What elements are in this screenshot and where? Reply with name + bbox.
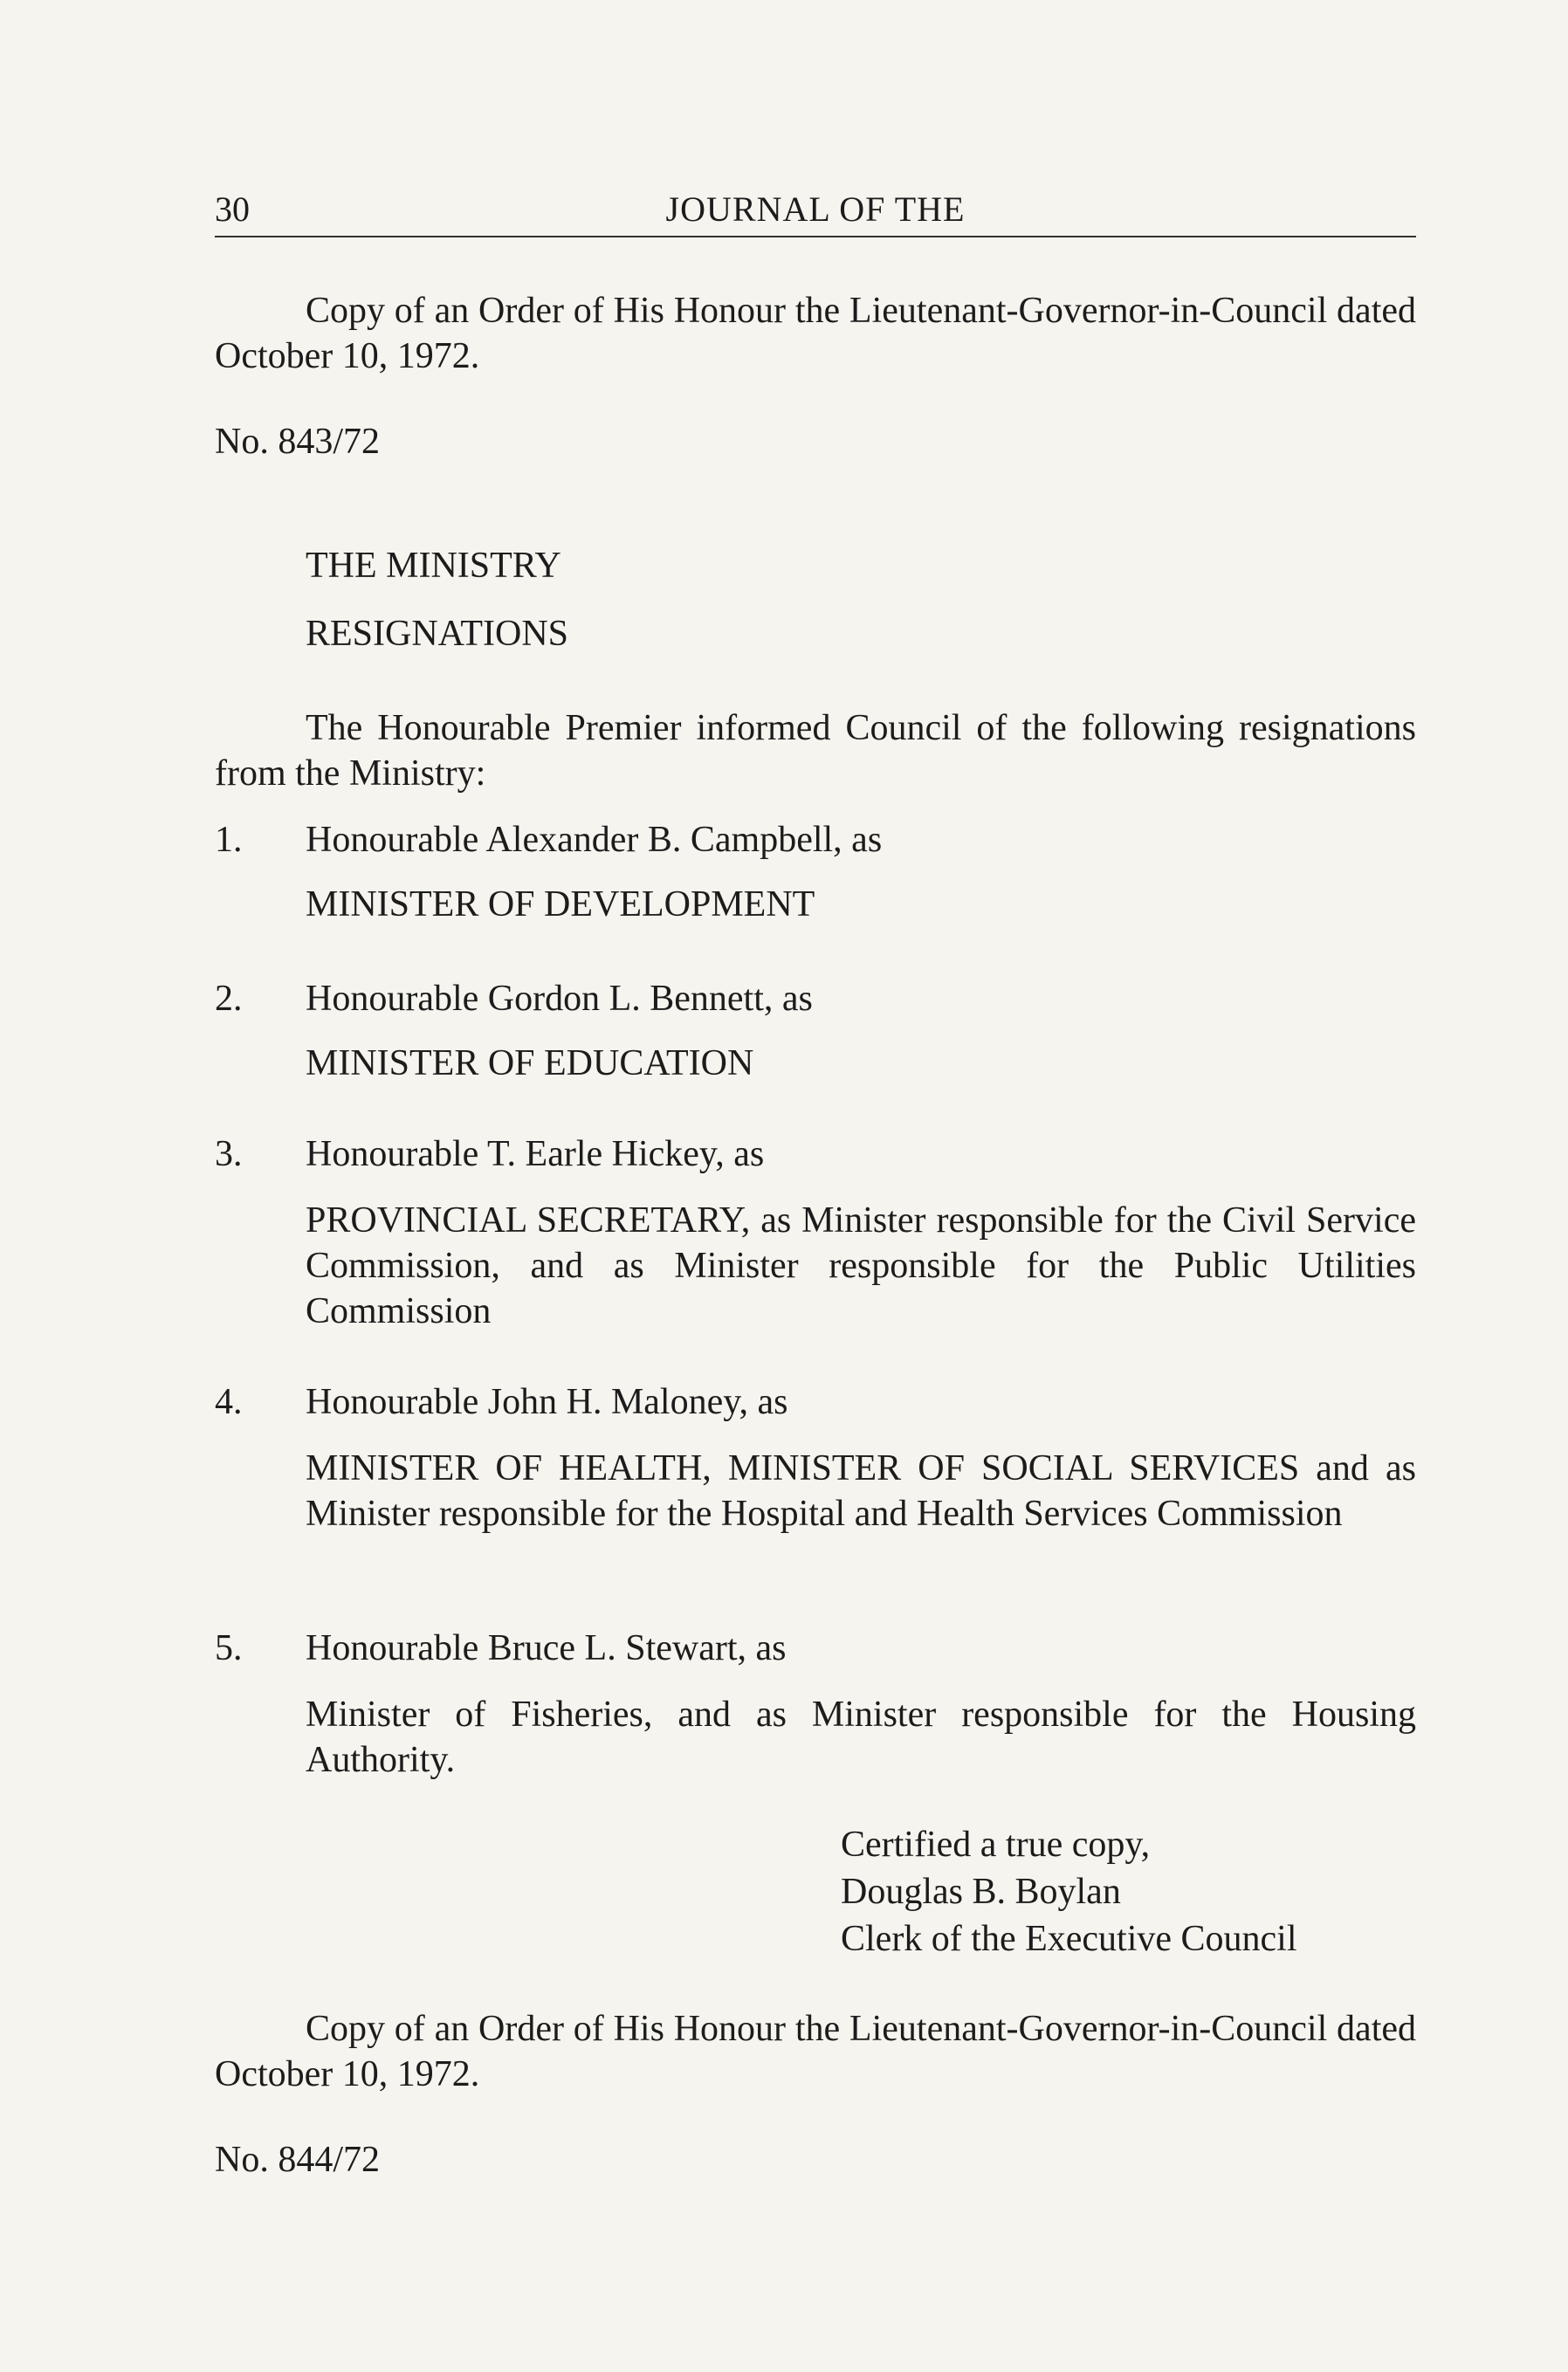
list-item — [215, 1131, 1416, 1177]
order-intro: Copy of an Order of His Honour the Lieutenant-Governor-in-Council dated October 10, 1972. — [215, 291, 1416, 376]
council-statement: The Honourable Premier informed Council of the following resignations from the Ministry: — [215, 708, 1416, 794]
heading-resignations: RESIGNATIONS — [306, 614, 569, 654]
section-heading — [215, 543, 1416, 588]
certification-statement: Certified a true copy, — [841, 1825, 1151, 1865]
page-header — [215, 183, 1416, 237]
list-item — [215, 1379, 1416, 1425]
heading-ministry: THE MINISTRY — [306, 546, 561, 586]
section-subheading — [215, 611, 1416, 657]
item-name: Honourable Alexander B. Campbell, as — [306, 820, 883, 860]
order-intro-2: Copy of an Order of His Honour the Lieutenant-Governor-in-Council dated October 10, 1972. — [215, 2009, 1416, 2094]
order-number-2: No. 844/72 — [215, 2140, 380, 2180]
signatory-name: Douglas B. Boylan — [841, 1872, 1121, 1912]
signatory-title: Clerk of the Executive Council — [841, 1919, 1297, 1959]
item-description — [215, 1041, 1416, 1086]
item-number: 3. — [215, 1134, 243, 1174]
list-item — [215, 817, 1416, 863]
item-description — [215, 1198, 1416, 1334]
item-number: 5. — [215, 1628, 243, 1668]
certification-block — [841, 1821, 1297, 1963]
item-description — [215, 1446, 1416, 1537]
item-description — [215, 1692, 1416, 1783]
page-number: 30 — [215, 189, 250, 229]
item-title: MINISTER OF HEALTH, MINISTER OF SOCIAL SERVICES and as Minister responsible for the Hospital and Health Services Commission — [306, 1448, 1416, 1534]
item-title: MINISTER OF DEVELOPMENT — [306, 884, 815, 925]
order-number: No. 843/72 — [215, 422, 380, 462]
list-item — [215, 976, 1416, 1021]
item-description — [215, 882, 1416, 927]
item-number: 4. — [215, 1382, 243, 1422]
item-name: Honourable John H. Maloney, as — [306, 1382, 788, 1422]
item-name: Honourable Bruce L. Stewart, as — [306, 1628, 787, 1668]
item-number: 2. — [215, 979, 243, 1019]
item-number: 1. — [215, 820, 243, 860]
item-title: PROVINCIAL SECRETARY, as Minister responsible for the Civil Service Commission, and as Minister responsible for the Public Utilities Commission — [306, 1200, 1416, 1331]
running-head: JOURNAL OF THE — [665, 189, 966, 229]
item-name: Honourable Gordon L. Bennett, as — [306, 979, 813, 1019]
item-name: Honourable T. Earle Hickey, as — [306, 1134, 765, 1174]
list-item — [215, 1626, 1416, 1671]
item-title: MINISTER OF EDUCATION — [306, 1043, 754, 1083]
item-title: Minister of Fisheries, and as Minister responsible for the Housing Authority. — [306, 1695, 1416, 1780]
